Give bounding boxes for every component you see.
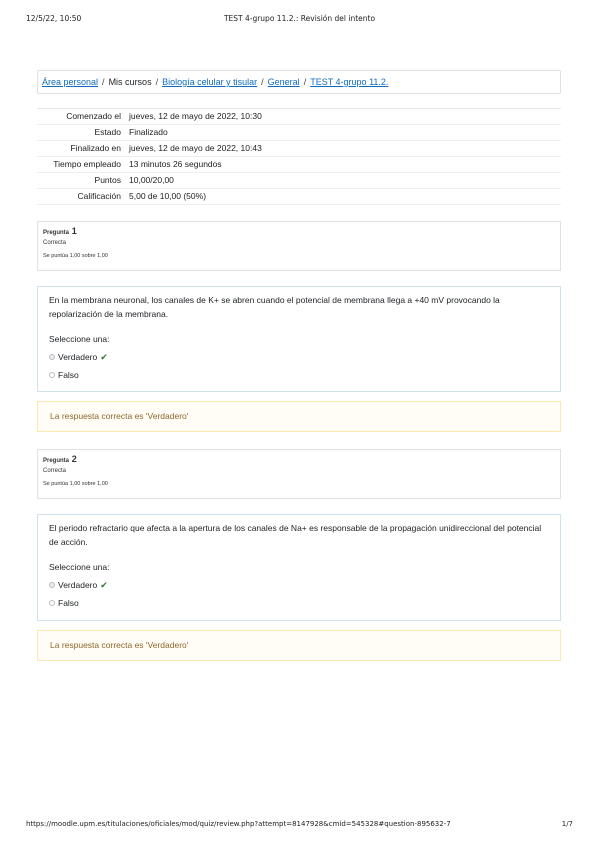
- answer-prompt: Seleccione una:: [49, 562, 110, 572]
- breadcrumb-link-course[interactable]: Biología celular y tisular: [162, 77, 258, 87]
- radio-unselected-icon[interactable]: [49, 600, 55, 606]
- breadcrumb-link-area-personal[interactable]: Área personal: [42, 77, 99, 87]
- summary-row-finished: [37, 141, 561, 157]
- question-info-1: [37, 221, 561, 271]
- print-page-number: 1/7: [561, 820, 573, 828]
- print-datetime: 12/5/22, 10:50: [26, 14, 82, 23]
- correct-check-icon: ✔: [100, 352, 108, 362]
- question-number: Pregunta 2: [43, 454, 77, 464]
- summary-value: jueves, 12 de mayo de 2022, 10:30: [129, 111, 262, 121]
- breadcrumb-separator: /: [102, 77, 105, 87]
- breadcrumb-separator: /: [261, 77, 264, 87]
- breadcrumb-separator: /: [303, 77, 307, 87]
- answer-prompt: Seleccione una:: [49, 334, 110, 344]
- answer-option-false[interactable]: [49, 368, 549, 382]
- question-feedback-2: La respuesta correcta es 'Verdadero': [37, 630, 561, 661]
- attempt-summary-table: [37, 108, 561, 205]
- question-feedback-1: La respuesta correcta es 'Verdadero': [37, 401, 561, 432]
- breadcrumb-link-test[interactable]: TEST 4-grupo 11.2.: [310, 77, 389, 87]
- question-state: Correcta: [43, 468, 67, 474]
- summary-value: 10,00/20,00: [129, 175, 174, 185]
- question-text: En la membrana neuronal, los canales de K+ se abren cuando el potencial de membrana llega a +40 mV provocando la repolarización de la membrana.: [49, 295, 500, 319]
- answer-label: Falso: [58, 370, 79, 380]
- summary-row-grade: [37, 189, 561, 205]
- question-number: Pregunta 1: [43, 226, 77, 236]
- summary-value: Finalizado: [129, 127, 168, 137]
- summary-label: Finalizado en: [70, 143, 121, 153]
- summary-row-started: [37, 109, 561, 125]
- answer-option-false[interactable]: [49, 596, 549, 610]
- breadcrumb-separator: /: [155, 77, 159, 87]
- radio-selected-icon[interactable]: [49, 582, 55, 588]
- summary-label: Calificación: [77, 191, 121, 201]
- answer-label: Verdadero: [58, 352, 98, 362]
- summary-value: jueves, 12 de mayo de 2022, 10:43: [129, 143, 262, 153]
- question-grade: Se puntúa 1,00 sobre 1,00: [43, 253, 108, 259]
- breadcrumb-link-general[interactable]: General: [267, 77, 300, 87]
- answer-option-true[interactable]: [49, 350, 549, 364]
- question-state: Correcta: [43, 240, 67, 246]
- correct-check-icon: ✔: [100, 580, 108, 590]
- summary-row-state: [37, 125, 561, 141]
- question-grade: Se puntúa 1,00 sobre 1,00: [43, 481, 108, 487]
- print-url: https://moodle.upm.es/titulaciones/oficiales/mod/quiz/review.php?attempt=8147928&cmid=545328#question-895632-7: [26, 820, 451, 828]
- print-footer: [26, 820, 573, 832]
- answer-label: Verdadero: [58, 580, 98, 590]
- summary-label: Puntos: [94, 175, 121, 185]
- breadcrumb-text-mis-cursos: Mis cursos: [108, 77, 152, 87]
- summary-label: Estado: [94, 127, 121, 137]
- print-title: TEST 4-grupo 11.2.: Revisión del intento: [223, 14, 376, 23]
- question-content-1: [37, 286, 561, 392]
- print-header: [26, 14, 573, 26]
- summary-row-time-taken: [37, 157, 561, 173]
- question-content-2: [37, 514, 561, 621]
- summary-value: 5,00 de 10,00 (50%): [129, 191, 207, 201]
- summary-label: Comenzado el: [66, 111, 121, 121]
- answer-option-true[interactable]: [49, 578, 549, 592]
- breadcrumb: [37, 70, 561, 94]
- summary-value: 13 minutos 26 segundos: [129, 159, 222, 169]
- question-text: El periodo refractario que afecta a la apertura de los canales de Na+ es responsable de la propagación unidireccional del potencial de acción.: [49, 523, 542, 547]
- radio-selected-icon[interactable]: [49, 354, 55, 360]
- question-info-2: [37, 449, 561, 499]
- answer-label: Falso: [58, 598, 79, 608]
- summary-label: Tiempo empleado: [53, 159, 121, 169]
- summary-row-marks: [37, 173, 561, 189]
- radio-unselected-icon[interactable]: [49, 372, 55, 378]
